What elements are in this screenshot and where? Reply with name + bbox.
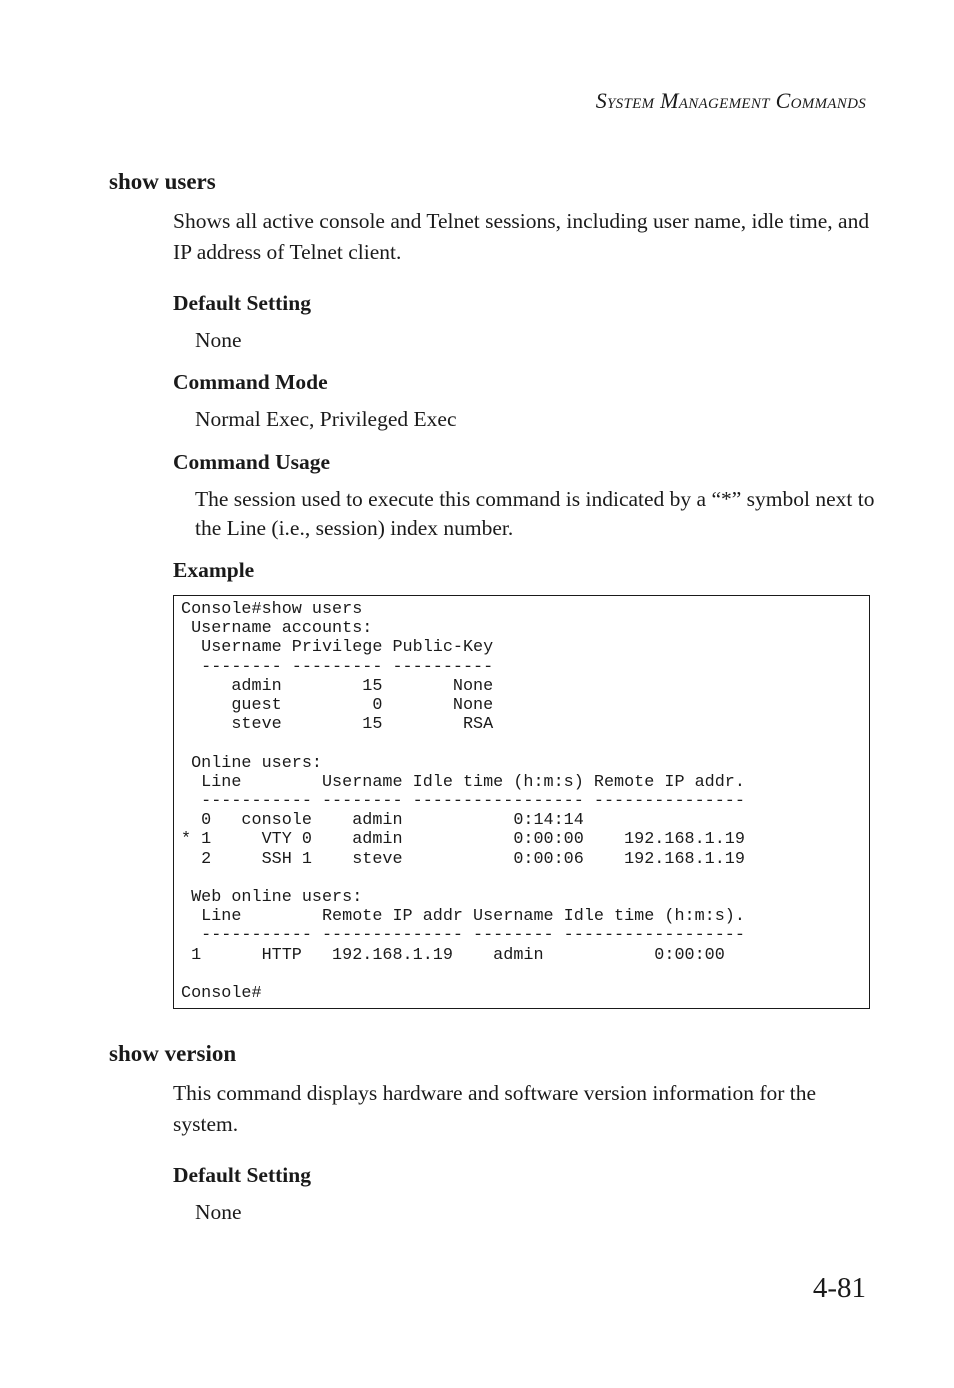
show-version-default-setting-value: None	[195, 1200, 242, 1224]
example-code-box	[173, 595, 870, 1009]
show-users-command-mode-value: Normal Exec, Privileged Exec	[195, 407, 457, 431]
show-version-title: show version	[109, 1041, 237, 1066]
show-users-description: Shows all active console and Telnet sessions, including user name, idle time, and IP address of Telnet client.	[173, 209, 870, 264]
show-users-default-setting-heading: Default Setting	[173, 291, 311, 315]
example-code: Console#show users Username accounts: Username Privilege Public-Key -------- --------- ---------- admin 15 None guest 0 None steve 15 RSA Online users: Line Username Idle time (h:m:s) Remote IP addr. ----------- -------- ----------------- --------------- 0 console admin 0:14:14 * 1 VTY 0 admin 0:00:00 192.168.1.19 2 SSH 1 steve 0:00:06 192.168.1.19 Web online users: Line Remote IP addr Username Idle time (h:m:s). ----------- -------------- -------- ------------------ 1 HTTP 192.168.1.19 admin 0:00:00 Console#	[181, 600, 745, 1004]
page-number: 4-81	[812, 1272, 866, 1304]
show-users-command-mode-heading: Command Mode	[173, 370, 328, 394]
show-users-command-usage-heading: Command Usage	[173, 450, 331, 474]
show-users-default-setting-value: None	[195, 328, 242, 352]
show-version-default-setting-heading: Default Setting	[173, 1163, 311, 1187]
show-users-title: show users	[109, 169, 216, 194]
show-version-description: This command displays hardware and software version information for the system.	[173, 1081, 817, 1136]
running-header: System Management Commands	[595, 88, 866, 113]
show-users-command-usage-value: The session used to execute this command is indicated by a “*” symbol next to the Line (i.e., session) index number.	[195, 487, 875, 540]
show-users-example-heading: Example	[173, 558, 255, 582]
